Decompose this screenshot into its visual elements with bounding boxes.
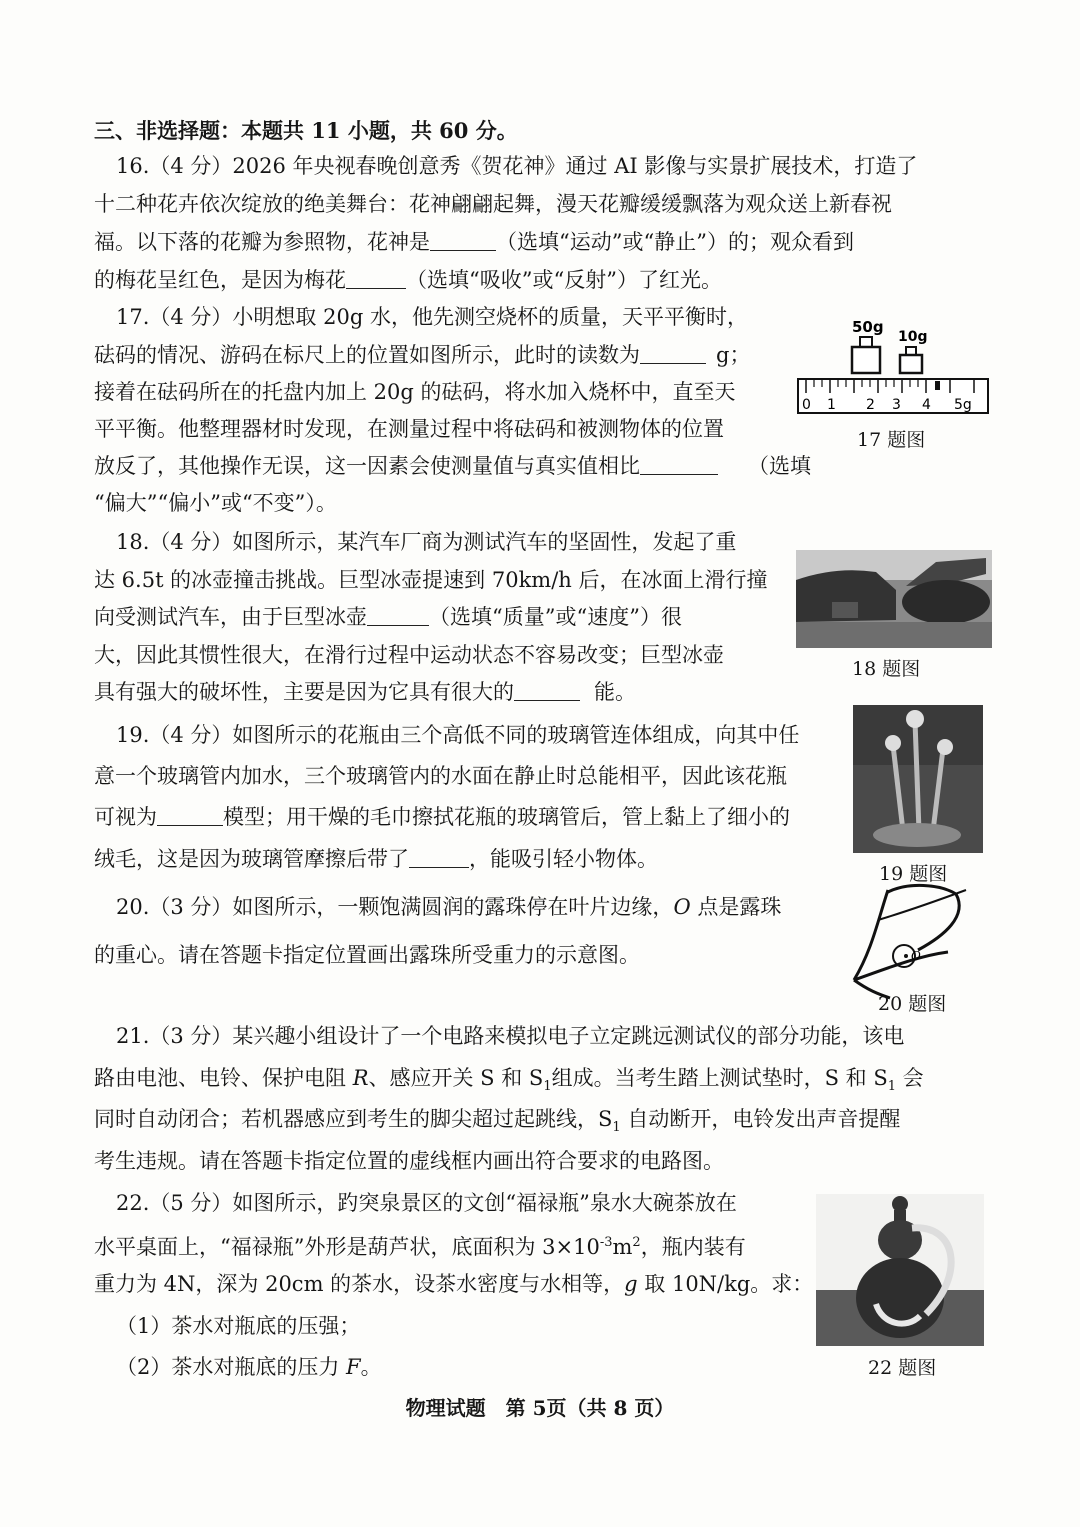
q18-line-5: 具有强大的破坏性，主要是因为它具有很大的 能。 bbox=[94, 680, 636, 704]
q21-line-2: 路由电池、电铃、保护电阻 R、感应开关 S 和 $S_1$组成。当考生踏上测试垫时，S 和 $S_1$ 会 bbox=[94, 1066, 924, 1095]
q16-line-1: 16.（4 分）2026 年央视春晚创意秀《贺花神》通过 AI 影像与实景扩展技术，打造了 bbox=[116, 154, 918, 178]
q20-line-1: 20.（3 分）如图所示，一颗饱满圆润的露珠停在叶片边缘，O 点是露珠 bbox=[116, 895, 782, 919]
q22-line-5: （2）茶水对瓶底的压力 F。 bbox=[116, 1355, 382, 1379]
q17-line-1: 17.（4 分）小明想取 20g 水，他先测空烧杯的质量，天平平衡时， bbox=[116, 305, 748, 329]
q22-line-2: 水平桌面上，“福禄瓶”外形是葫芦状，底面积为 $3\times 10^{-3}m^2$，瓶内装有 bbox=[94, 1235, 746, 1259]
scale-tick-3: 3 bbox=[892, 397, 901, 413]
curling-stone-car-photo bbox=[796, 550, 992, 648]
q22-line-1: 22.（5 分）如图所示，趵突泉景区的文创“福禄瓶”泉水大碗茶放在 bbox=[116, 1191, 737, 1215]
q19-line-4: 绒毛，这是因为玻璃管摩擦后带了 ，能吸引轻小物体。 bbox=[94, 847, 658, 871]
rider-marker bbox=[935, 381, 940, 390]
q16-line-4: 的梅花呈红色，是因为梅花 （选填“吸收”或“反射”）了红光。 bbox=[94, 268, 722, 292]
glass-vase-photo bbox=[853, 705, 983, 853]
q18-line-1: 18.（4 分）如图所示，某汽车厂商为测试汽车的坚固性，发起了重 bbox=[116, 530, 737, 554]
q18-line-3: 向受测试汽车，由于巨型冰壶 （选填“质量”或“速度”）很 bbox=[94, 605, 682, 629]
scale-tick-0: 0 bbox=[802, 397, 811, 413]
q16-line-3: 福。以下落的花瓣为参照物，花神是 （选填“运动”或“静止”）的；观众看到 bbox=[94, 230, 854, 254]
gourd-bottle-photo bbox=[816, 1194, 984, 1346]
q18-line-4: 大，因此其惯性很大，在滑行过程中运动状态不容易改变；巨型冰壶 bbox=[94, 643, 724, 667]
point-o-label: O bbox=[911, 949, 921, 963]
answer-blank bbox=[409, 847, 469, 868]
answer-blank bbox=[367, 605, 429, 626]
q19-line-2: 意一个玻璃管内加水，三个玻璃管内的水面在静止时总能相平，因此该花瓶 bbox=[94, 764, 787, 788]
q17-line-4: 平平衡。他整理器材时发现，在测量过程中将砝码和被测物体的位置 bbox=[94, 417, 724, 441]
page-footer: 物理试题 第 5页（共 8 页） bbox=[405, 1396, 675, 1420]
fig22-caption: 22 题图 bbox=[868, 1357, 937, 1379]
fig19-caption: 19 题图 bbox=[879, 863, 948, 885]
q22-line-4: （1）茶水对瓶底的压强； bbox=[116, 1314, 361, 1338]
answer-blank bbox=[157, 805, 223, 826]
scale-tick-2: 2 bbox=[866, 397, 875, 413]
q16-line-2: 十二种花卉依次绽放的绝美舞台：花神翩翩起舞，漫天花瓣缓缓飘落为观众送上新春祝 bbox=[94, 192, 892, 216]
q17-line-2: 砝码的情况、游码在标尺上的位置如图所示，此时的读数为 g； bbox=[94, 343, 751, 367]
section-title: 三、非选择题：本题共 11 小题，共 60 分。 bbox=[94, 118, 518, 143]
balance-scale-figure bbox=[794, 315, 994, 420]
answer-blank bbox=[640, 343, 706, 364]
q19-line-3: 可视为 模型；用干燥的毛巾擦拭花瓶的玻璃管后，管上黏上了细小的 bbox=[94, 805, 790, 829]
fig20-caption: 20 题图 bbox=[878, 993, 947, 1015]
answer-blank bbox=[430, 230, 496, 251]
q17-line-6: “偏大”“偏小”或“不变”）。 bbox=[94, 491, 337, 515]
q18-line-2: 达 6.5t 的冰壶撞击挑战。巨型冰壶提速到 70km/h 后，在冰面上滑行撞 bbox=[94, 568, 768, 592]
weight-10g-icon bbox=[900, 347, 922, 373]
answer-blank bbox=[640, 454, 718, 475]
weight-50g-label: 50g bbox=[852, 318, 884, 336]
scale-tick-1: 1 bbox=[827, 397, 836, 413]
q17-line-5: 放反了，其他操作无误，这一因素会使测量值与真实值相比 （选填 bbox=[94, 454, 811, 478]
fig18-caption: 18 题图 bbox=[852, 658, 921, 680]
answer-blank bbox=[346, 268, 406, 289]
q21-line-1: 21.（3 分）某兴趣小组设计了一个电路来模拟电子立定跳远测试仪的部分功能，该电 bbox=[116, 1024, 905, 1048]
scale-tick-5g: 5g bbox=[954, 397, 972, 413]
q22-line-3: 重力为 4N，深为 20cm 的茶水，设茶水密度与水相等，g 取 10N/kg。求： bbox=[94, 1272, 814, 1296]
q17-line-3: 接着在砝码所在的托盘内加上 20g 的砝码，将水加入烧杯中，直至天 bbox=[94, 380, 736, 404]
q21-line-3: 同时自动闭合；若机器感应到考生的脚尖超过起跳线，$S_1$ 自动断开，电铃发出声音提醒 bbox=[94, 1107, 901, 1136]
fig17-caption: 17 题图 bbox=[857, 429, 926, 451]
leaf-dewdrop-figure bbox=[848, 880, 988, 1004]
answer-blank bbox=[514, 680, 580, 701]
weight-10g-label: 10g bbox=[898, 329, 928, 345]
scale-tick-4: 4 bbox=[922, 397, 931, 413]
weight-50g-icon bbox=[852, 337, 880, 373]
q19-line-1: 19.（4 分）如图所示的花瓶由三个高低不同的玻璃管连体组成，向其中任 bbox=[116, 723, 800, 747]
q20-line-2: 的重心。请在答题卡指定位置画出露珠所受重力的示意图。 bbox=[94, 943, 640, 967]
q21-line-4: 考生违规。请在答题卡指定位置的虚线框内画出符合要求的电路图。 bbox=[94, 1149, 724, 1173]
